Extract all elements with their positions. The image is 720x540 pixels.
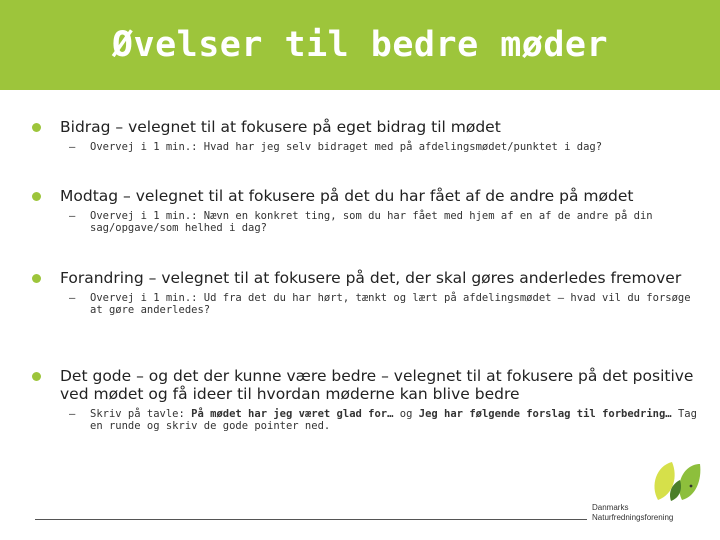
sub-text: Overvej i 1 min.: Nævn en konkret ting, som du har fået med hjem af en af de andre på din sag/opgave/som helhed i dag?: [90, 210, 653, 234]
page-title: Øvelser til bedre møder: [111, 25, 609, 65]
sub-text-mid: og: [393, 408, 419, 420]
sub-text-bold-2: Jeg har følgende forslag til forbedring…: [418, 408, 672, 420]
sub-item: [69, 141, 702, 153]
bullet-icon: [32, 192, 41, 201]
dash: –: [69, 141, 76, 153]
bullet-icon: [32, 372, 41, 381]
bullet-label: Forandring – velegnet til at fokusere på det, der skal gøres anderledes fremover: [60, 269, 682, 287]
logo-text: [592, 503, 673, 523]
list-item: [32, 367, 702, 432]
sub-text: Overvej i 1 min.: Hvad har jeg selv bidraget med på afdelingsmødet/punktet i dag?: [90, 141, 603, 153]
list-item: [32, 269, 702, 316]
leaf-logo-icon: [588, 458, 713, 504]
footer-divider: [35, 519, 587, 520]
bullet-label: Bidrag – velegnet til at fokusere på eget bidrag til mødet: [60, 118, 501, 136]
bullet-icon: [32, 274, 41, 283]
bullet-icon: [32, 123, 41, 132]
list-item: [32, 187, 702, 234]
sub-item: [69, 292, 702, 316]
dash: –: [69, 292, 76, 304]
sub-text: Overvej i 1 min.: Ud fra det du har hørt, tænkt og lært på afdelingsmødet – hvad vil du forsøge at gøre anderledes?: [90, 292, 691, 316]
logo: [588, 458, 713, 530]
dash: –: [69, 210, 76, 222]
dash: –: [69, 408, 76, 420]
bullet-label: Modtag – velegnet til at fokusere på det du har fået af de andre på mødet: [60, 187, 634, 205]
logo-line-2: Naturfredningsforening: [592, 513, 674, 522]
logo-line-1: Danmarks: [592, 503, 629, 512]
sub-item: [69, 408, 702, 432]
bullet-label: Det gode – og det der kunne være bedre – velegnet til at fokusere på det positive ved mødet og få ideer til hvordan møderne kan blive bedre: [60, 367, 694, 403]
sub-text-bold-1: På mødet har jeg været glad for…: [191, 408, 394, 420]
sub-text-pre: Skriv på tavle:: [90, 408, 192, 420]
sub-item: [69, 210, 702, 234]
sub-text-post: Tag en runde og skriv de gode pointer ned.: [90, 408, 697, 432]
list-item: [32, 118, 702, 153]
sub-text: [90, 408, 702, 432]
